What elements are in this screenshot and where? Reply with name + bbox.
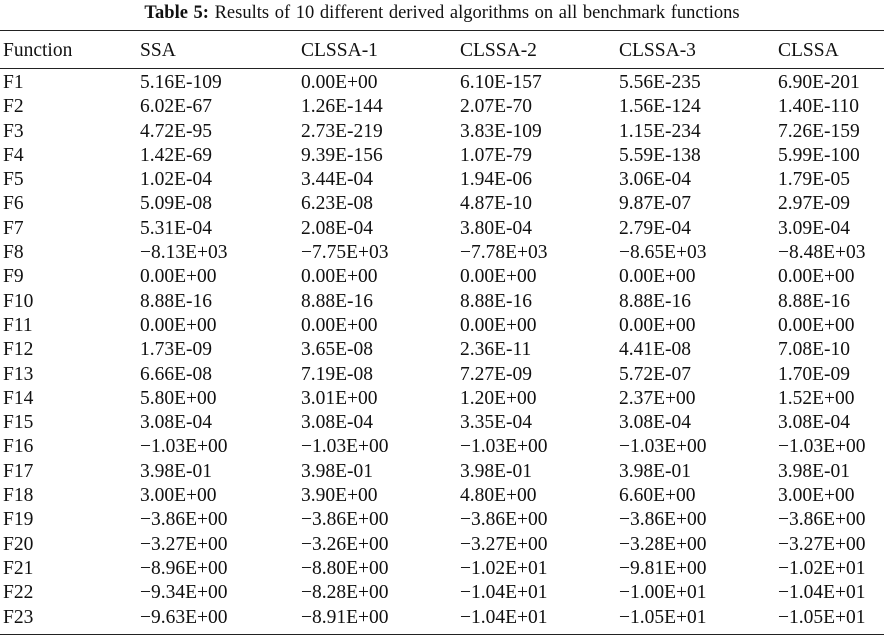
result-cell: 0.00E+00 [301, 314, 378, 336]
result-cell: 2.36E-11 [460, 339, 532, 361]
result-cell: 7.19E-08 [301, 363, 374, 385]
result-cell: −7.75E+03 [301, 242, 389, 264]
result-cell: 3.83E-109 [460, 120, 542, 142]
result-cell: 7.26E-159 [778, 120, 860, 142]
result-cell: 0.00E+00 [301, 266, 378, 288]
table-caption [0, 3, 884, 23]
result-cell: 4.80E+00 [460, 485, 537, 507]
result-cell: 1.40E-110 [778, 96, 860, 118]
result-cell: 5.56E-235 [619, 72, 701, 93]
result-cell: 0.00E+00 [301, 72, 378, 93]
result-cell: 1.42E-69 [140, 144, 213, 166]
function-name-cell: F14 [3, 387, 34, 409]
result-cell: 3.98E-01 [140, 460, 213, 482]
result-cell: 6.66E-08 [140, 363, 213, 385]
table-row [3, 411, 884, 435]
result-cell: 5.59E-138 [619, 144, 701, 166]
function-name-cell: F10 [3, 290, 34, 312]
table-row [3, 217, 884, 241]
result-cell: 0.00E+00 [619, 266, 696, 288]
function-name-cell: F9 [3, 266, 24, 288]
result-cell: −8.13E+03 [140, 242, 228, 264]
result-cell: −9.34E+00 [140, 582, 228, 604]
table-row [3, 435, 884, 459]
result-cell: 6.10E-157 [460, 72, 542, 93]
function-name-cell: F19 [3, 509, 34, 531]
caption-label: Table 5: [144, 3, 209, 23]
function-name-cell: F6 [3, 193, 24, 215]
table-row [3, 557, 884, 581]
caption-text: Results of 10 different derived algorithms on all benchmark functions [214, 3, 740, 23]
result-cell: 2.07E-70 [460, 96, 533, 118]
result-cell: 2.37E+00 [619, 387, 696, 409]
table-row [3, 71, 884, 95]
result-cell: −3.86E+00 [778, 509, 866, 531]
result-cell: 5.31E-04 [140, 217, 213, 239]
result-cell: 3.90E+00 [301, 485, 378, 507]
result-cell: 1.70E-09 [778, 363, 851, 385]
result-cell: −1.00E+01 [619, 582, 707, 604]
function-name-cell: F16 [3, 436, 34, 458]
result-cell: 8.88E-16 [619, 290, 692, 312]
result-cell: −1.03E+00 [619, 436, 707, 458]
result-cell: 3.01E+00 [301, 387, 378, 409]
result-cell: 0.00E+00 [140, 314, 217, 336]
function-name-cell: F21 [3, 557, 34, 579]
result-cell: 2.08E-04 [301, 217, 374, 239]
function-name-cell: F22 [3, 582, 34, 604]
function-name-cell: F11 [3, 314, 33, 336]
result-cell: −3.27E+00 [778, 533, 866, 555]
result-cell: −1.03E+00 [778, 436, 866, 458]
table-row [3, 314, 884, 338]
result-cell: 0.00E+00 [460, 266, 537, 288]
function-name-cell: F18 [3, 485, 34, 507]
result-cell: 5.09E-08 [140, 193, 213, 215]
result-cell: 0.00E+00 [619, 314, 696, 336]
result-cell: −3.86E+00 [301, 509, 389, 531]
function-name-cell: F4 [3, 144, 24, 166]
result-cell: −9.63E+00 [140, 606, 228, 628]
table-row [3, 460, 884, 484]
result-cell: 3.08E-04 [301, 412, 374, 434]
result-cell: −1.05E+01 [619, 606, 707, 628]
result-cell: 4.87E-10 [460, 193, 533, 215]
function-name-cell: F1 [3, 72, 24, 93]
result-cell: 3.09E-04 [778, 217, 851, 239]
result-cell: 3.44E-04 [301, 169, 374, 191]
result-cell: 1.56E-124 [619, 96, 701, 118]
table-row [3, 265, 884, 289]
result-cell: −8.91E+00 [301, 606, 389, 628]
result-cell: 7.08E-10 [778, 339, 851, 361]
table-row [3, 606, 884, 630]
table-row [3, 192, 884, 216]
function-name-cell: F20 [3, 533, 34, 555]
result-cell: 8.88E-16 [460, 290, 533, 312]
results-table [3, 37, 884, 630]
result-cell: −1.05E+01 [778, 606, 866, 628]
table-row [3, 144, 884, 168]
result-cell: 5.16E-109 [140, 72, 222, 93]
result-cell: 1.02E-04 [140, 169, 213, 191]
result-cell: 5.72E-07 [619, 363, 692, 385]
column-header: CLSSA-3 [619, 40, 696, 61]
result-cell: 8.88E-16 [301, 290, 374, 312]
result-cell: −8.48E+03 [778, 242, 866, 264]
column-header: SSA [140, 40, 176, 61]
result-cell: 3.98E-01 [460, 460, 533, 482]
result-cell: −1.02E+01 [778, 557, 866, 579]
result-cell: 7.27E-09 [460, 363, 533, 385]
result-cell: 8.88E-16 [140, 290, 213, 312]
table-row [3, 581, 884, 605]
result-cell: −3.86E+00 [460, 509, 548, 531]
result-cell: −3.26E+00 [301, 533, 389, 555]
result-cell: 3.80E-04 [460, 217, 533, 239]
table-row [3, 387, 884, 411]
result-cell: 3.65E-08 [301, 339, 374, 361]
result-cell: −7.78E+03 [460, 242, 548, 264]
result-cell: −1.02E+01 [460, 557, 548, 579]
table-row [3, 290, 884, 314]
result-cell: −1.04E+01 [778, 582, 866, 604]
result-cell: 2.73E-219 [301, 120, 383, 142]
result-cell: 3.98E-01 [778, 460, 851, 482]
function-name-cell: F2 [3, 96, 24, 118]
column-header: CLSSA-1 [301, 40, 378, 61]
result-cell: −8.65E+03 [619, 242, 707, 264]
result-cell: −1.04E+01 [460, 582, 548, 604]
result-cell: 8.88E-16 [778, 290, 851, 312]
result-cell: 5.80E+00 [140, 387, 217, 409]
result-cell: 3.98E-01 [619, 460, 692, 482]
result-cell: 4.72E-95 [140, 120, 213, 142]
result-cell: −8.80E+00 [301, 557, 389, 579]
result-cell: −8.28E+00 [301, 582, 389, 604]
table-row [3, 363, 884, 387]
function-name-cell: F15 [3, 412, 34, 434]
column-header: Function [3, 40, 73, 61]
result-cell: 6.90E-201 [778, 72, 860, 93]
table-row [3, 95, 884, 119]
result-cell: 3.35E-04 [460, 412, 533, 434]
result-cell: 1.07E-79 [460, 144, 533, 166]
result-cell: 6.60E+00 [619, 485, 696, 507]
result-cell: 2.97E-09 [778, 193, 851, 215]
table-row [3, 508, 884, 532]
result-cell: 1.94E-06 [460, 169, 533, 191]
result-cell: −3.86E+00 [619, 509, 707, 531]
result-cell: −3.28E+00 [619, 533, 707, 555]
result-cell: −8.96E+00 [140, 557, 228, 579]
function-name-cell: F23 [3, 606, 34, 628]
result-cell: 3.08E-04 [778, 412, 851, 434]
function-name-cell: F3 [3, 120, 24, 142]
table-row [3, 168, 884, 192]
result-cell: 3.00E+00 [140, 485, 217, 507]
result-cell: 6.23E-08 [301, 193, 374, 215]
result-cell: 1.73E-09 [140, 339, 213, 361]
table-row [3, 120, 884, 144]
header-row [3, 37, 884, 65]
result-cell: −9.81E+00 [619, 557, 707, 579]
result-cell: 2.79E-04 [619, 217, 692, 239]
result-cell: −1.03E+00 [140, 436, 228, 458]
result-cell: 5.99E-100 [778, 144, 860, 166]
result-cell: 9.39E-156 [301, 144, 383, 166]
result-cell: 3.00E+00 [778, 485, 855, 507]
function-name-cell: F12 [3, 339, 34, 361]
result-cell: 3.08E-04 [619, 412, 692, 434]
column-header: CLSSA [778, 40, 839, 61]
function-name-cell: F17 [3, 460, 34, 482]
result-cell: 0.00E+00 [778, 314, 855, 336]
result-cell: 0.00E+00 [140, 266, 217, 288]
result-cell: 0.00E+00 [778, 266, 855, 288]
function-name-cell: F7 [3, 217, 24, 239]
result-cell: 6.02E-67 [140, 96, 213, 118]
result-cell: −3.86E+00 [140, 509, 228, 531]
result-cell: −1.04E+01 [460, 606, 548, 628]
result-cell: 1.52E+00 [778, 387, 855, 409]
result-cell: −3.27E+00 [460, 533, 548, 555]
table-row [3, 338, 884, 362]
result-cell: 1.20E+00 [460, 387, 537, 409]
table-row [3, 484, 884, 508]
result-cell: 3.06E-04 [619, 169, 692, 191]
function-name-cell: F8 [3, 242, 24, 264]
result-cell: 3.98E-01 [301, 460, 374, 482]
result-cell: 1.15E-234 [619, 120, 701, 142]
table-row [3, 533, 884, 557]
function-name-cell: F5 [3, 169, 24, 191]
table-body [3, 65, 884, 630]
result-cell: −3.27E+00 [140, 533, 228, 555]
result-cell: −1.03E+00 [460, 436, 548, 458]
table-row [3, 241, 884, 265]
top-rule [0, 30, 884, 31]
column-header: CLSSA-2 [460, 40, 537, 61]
result-cell: 1.26E-144 [301, 96, 383, 118]
result-cell: 3.08E-04 [140, 412, 213, 434]
result-cell: 0.00E+00 [460, 314, 537, 336]
result-cell: −1.03E+00 [301, 436, 389, 458]
result-cell: 4.41E-08 [619, 339, 692, 361]
result-cell: 9.87E-07 [619, 193, 692, 215]
function-name-cell: F13 [3, 363, 34, 385]
bottom-rule [0, 634, 884, 635]
result-cell: 1.79E-05 [778, 169, 851, 191]
